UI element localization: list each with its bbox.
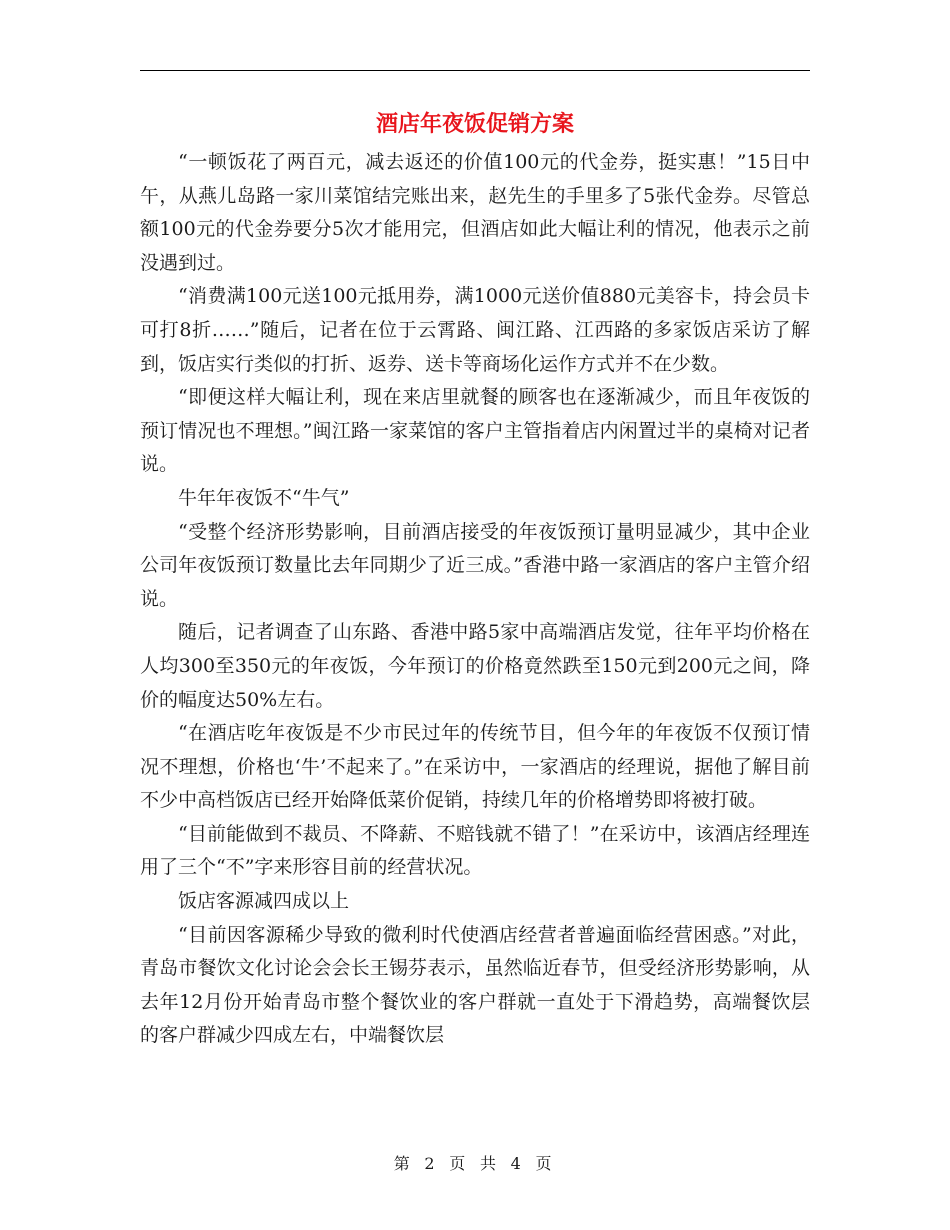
paragraph: “在酒店吃年夜饭是不少市民过年的传统节目，但今年的年夜饭不仅预订情况不理想，价格也‘牛’不起来了。”在采访中，一家酒店的经理说，据他了解目前不少中高档饭店已经开始降低菜价促销，持续几年的价格增势即将被打破。 <box>140 722 810 812</box>
document-body <box>140 146 810 1053</box>
page-footer: 第 2 页 共 4 页 <box>393 1154 557 1173</box>
paragraph: “目前因客源稀少导致的微利时代使酒店经营者普遍面临经营困惑。”对此，青岛市餐饮文化讨论会会长王锡芬表示，虽然临近春节，但受经济形势影响，从去年12月份开始青岛市整个餐饮业的客户群就一直处于下滑趋势，高端餐饮层的客户群减少四成左右，中端餐饮层 <box>140 923 810 1047</box>
paragraph: “目前能做到不裁员、不降薪、不赔钱就不错了！”在采访中，该酒店经理连用了三个“不”字来形容目前的经营状况。 <box>140 822 810 879</box>
paragraph: “受整个经济形势影响，目前酒店接受的年夜饭预订量明显减少，其中企业公司年夜饭预订数量比去年同期少了近三成。”香港中路一家酒店的客户主管介绍说。 <box>140 520 810 610</box>
paragraph: 随后，记者调查了山东路、香港中路5家中高端酒店发觉，往年平均价格在人均300至350元的年夜饭，今年预订的价格竟然跌至150元到200元之间，降价的幅度达50%左右。 <box>140 621 810 711</box>
section-subheading: 饭店客源减四成以上 <box>178 890 350 913</box>
paragraph: “消费满100元送100元抵用券，满1000元送价值880元美容卡，持会员卡可打8折……”随后，记者在位于云霄路、闽江路、江西路的多家饭店采访了解到，饭店实行类似的打折、返券、送卡等商场化运作方式并不在少数。 <box>140 285 810 375</box>
section-subheading: 牛年年夜饭不“牛气” <box>178 486 350 509</box>
header-rule <box>140 70 810 71</box>
document-title: 酒店年夜饭促销方案 <box>375 111 574 137</box>
paragraph: “一顿饭花了两百元，减去返还的价值100元的代金券，挺实惠！”15日中午，从燕儿岛路一家川菜馆结完账出来，赵先生的手里多了5张代金券。尽管总额100元的代金券要分5次才能用完，但酒店如此大幅让利的情况，他表示之前没遇到过。 <box>140 151 810 274</box>
paragraph: “即便这样大幅让利，现在来店里就餐的顾客也在逐渐减少，而且年夜饭的预订情况也不理想。”闽江路一家菜馆的客户主管指着店内闲置过半的桌椅对记者说。 <box>140 386 810 476</box>
